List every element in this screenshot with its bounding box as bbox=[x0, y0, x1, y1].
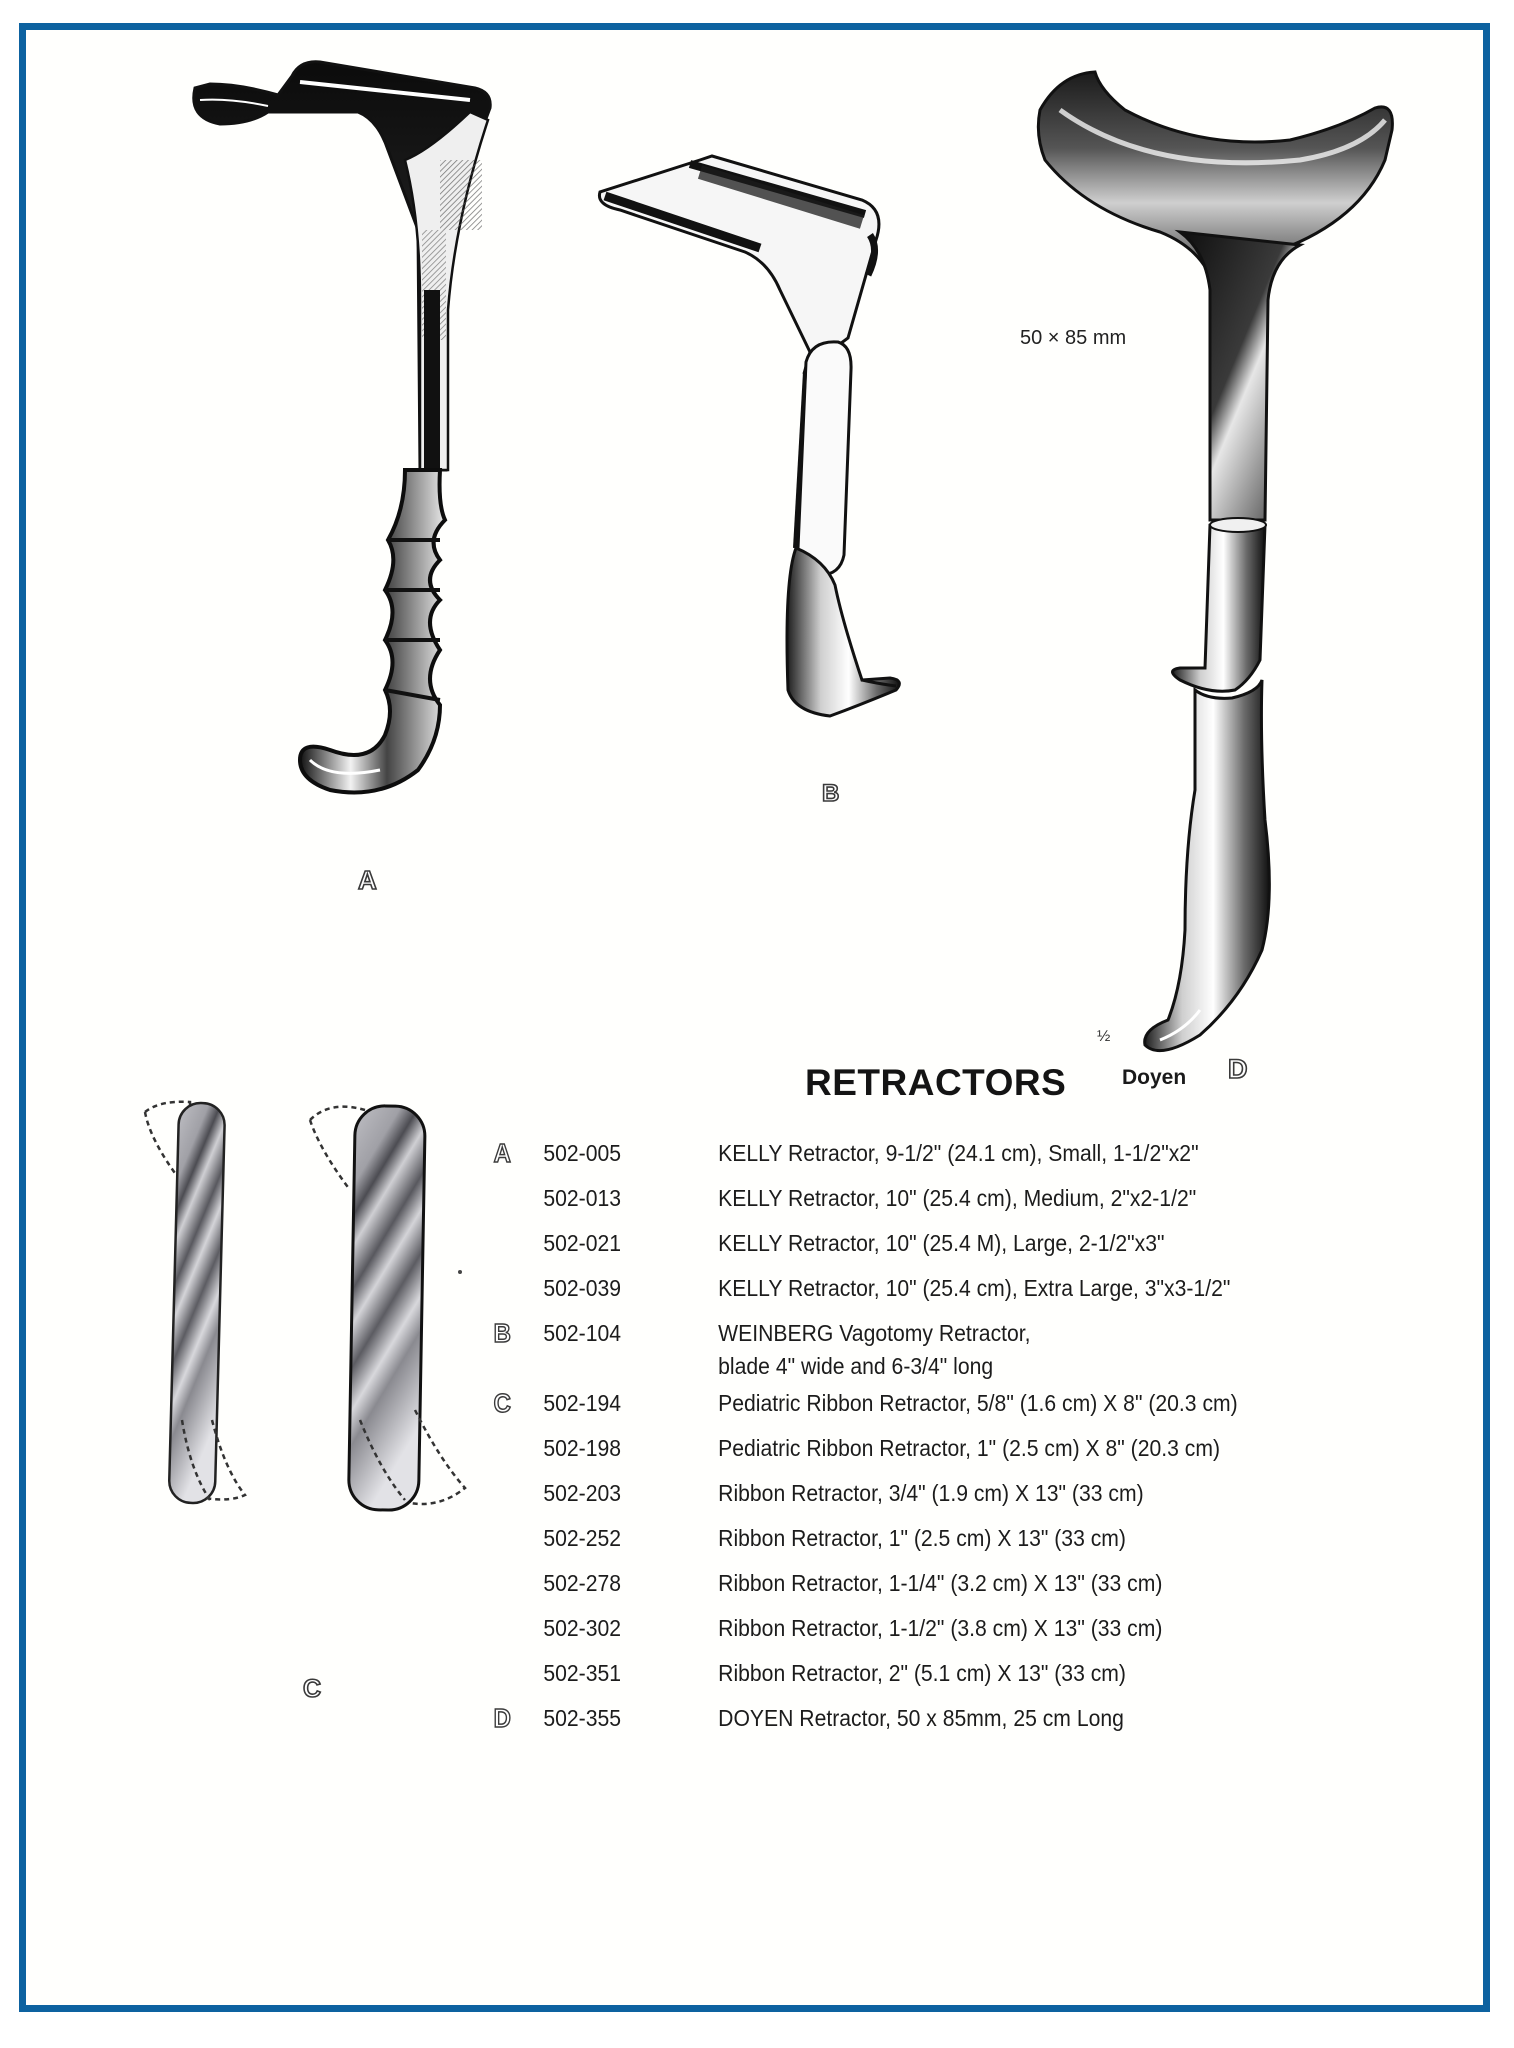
catalog-number: 502-302 bbox=[543, 1615, 622, 1641]
figure-label-a: A bbox=[358, 865, 377, 895]
catalog-number: 502-039 bbox=[543, 1275, 622, 1301]
table-row bbox=[490, 1433, 1318, 1478]
item-description: Ribbon Retractor, 1-1/4" (3.2 cm) X 13" (33 cm) bbox=[718, 1570, 1163, 1596]
item-description: Pediatric Ribbon Retractor, 5/8" (1.6 cm) X 8" (20.3 cm) bbox=[718, 1390, 1238, 1416]
figure-marker: B bbox=[493, 1318, 511, 1348]
item-description: DOYEN Retractor, 50 x 85mm, 25 cm Long bbox=[718, 1705, 1124, 1731]
catalog-number: 502-021 bbox=[543, 1230, 622, 1256]
table-row bbox=[490, 1658, 1318, 1703]
figure-marker: C bbox=[493, 1388, 511, 1418]
item-description: Ribbon Retractor, 2" (5.1 cm) X 13" (33 cm) bbox=[718, 1660, 1126, 1686]
item-description: WEINBERG Vagotomy Retractor, bbox=[718, 1320, 1031, 1346]
catalog-number: 502-005 bbox=[543, 1140, 622, 1166]
catalog-number: 502-194 bbox=[543, 1390, 622, 1416]
doyen-scale-note: ½ bbox=[1097, 1028, 1111, 1045]
table-row bbox=[490, 1478, 1318, 1523]
item-description: Pediatric Ribbon Retractor, 1" (2.5 cm) X 8" (20.3 cm) bbox=[718, 1435, 1221, 1461]
item-description: KELLY Retractor, 10" (25.4 M), Large, 2-1/2"x3" bbox=[718, 1230, 1165, 1256]
item-description: KELLY Retractor, 9-1/2" (24.1 cm), Small, 1-1/2"x2" bbox=[718, 1140, 1199, 1166]
doyen-dimension-caption: 50 × 85 mm bbox=[1020, 327, 1127, 349]
catalog-number: 502-355 bbox=[543, 1705, 622, 1731]
catalog-number: 502-013 bbox=[543, 1185, 622, 1211]
table-row bbox=[490, 1318, 1318, 1388]
table-row bbox=[490, 1613, 1318, 1658]
table-row bbox=[490, 1183, 1318, 1228]
catalog-number: 502-104 bbox=[543, 1320, 622, 1346]
table-row bbox=[490, 1523, 1318, 1568]
table-row bbox=[490, 1568, 1318, 1613]
figure-marker: A bbox=[493, 1138, 511, 1168]
catalog-number: 502-203 bbox=[543, 1480, 622, 1506]
item-description: Ribbon Retractor, 1-1/2" (3.8 cm) X 13" (33 cm) bbox=[718, 1615, 1163, 1641]
catalog-table bbox=[490, 1138, 1390, 1748]
doyen-caption: Doyen bbox=[1122, 1066, 1187, 1089]
table-row bbox=[490, 1138, 1318, 1183]
item-description: KELLY Retractor, 10" (25.4 cm), Medium, 2"x2-1/2" bbox=[718, 1185, 1197, 1211]
page-title: RETRACTORS bbox=[805, 1062, 1067, 1103]
item-description-line2: blade 4" wide and 6-3/4" long bbox=[718, 1353, 994, 1379]
item-description: KELLY Retractor, 10" (25.4 cm), Extra Large, 3"x3-1/2" bbox=[718, 1275, 1231, 1301]
figure-label-c: C bbox=[303, 1675, 322, 1703]
catalog-number: 502-198 bbox=[543, 1435, 622, 1461]
table-row bbox=[490, 1388, 1318, 1433]
item-description: Ribbon Retractor, 3/4" (1.9 cm) X 13" (33 cm) bbox=[718, 1480, 1144, 1506]
table-row bbox=[490, 1273, 1318, 1318]
figure-label-d: D bbox=[1228, 1054, 1248, 1084]
table-row bbox=[490, 1228, 1318, 1273]
figure-marker: D bbox=[493, 1703, 511, 1733]
figure-label-b: B bbox=[822, 780, 840, 807]
catalog-number: 502-252 bbox=[543, 1525, 622, 1551]
item-description: Ribbon Retractor, 1" (2.5 cm) X 13" (33 cm) bbox=[718, 1525, 1126, 1551]
table-row bbox=[490, 1703, 1318, 1748]
catalog-number: 502-278 bbox=[543, 1570, 622, 1596]
catalog-number: 502-351 bbox=[543, 1660, 622, 1686]
